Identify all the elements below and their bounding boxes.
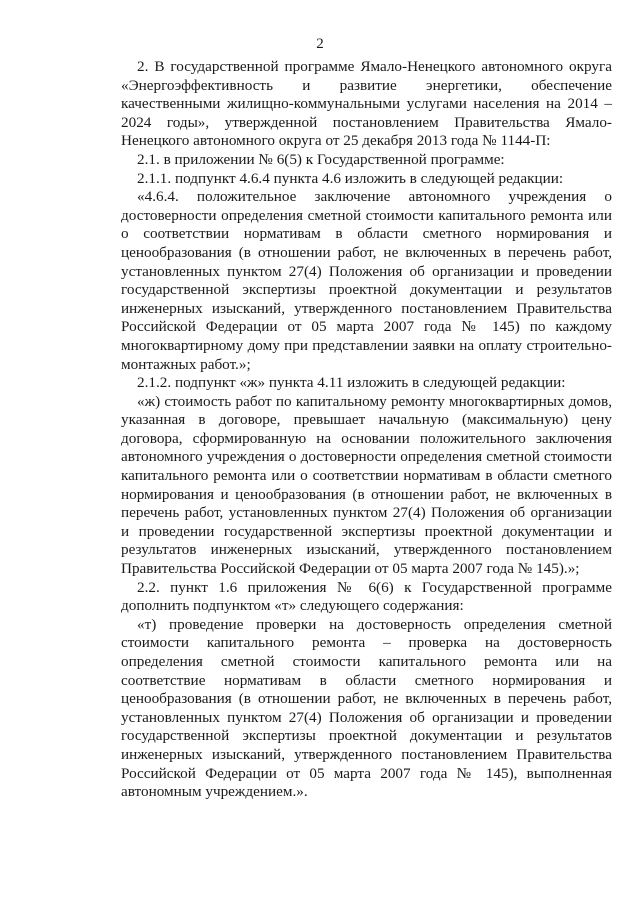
paragraph-subitem-t-text: «т) проведение проверки на достоверность определения сметной стоимости капитального ремонта – проверка на достоверность определения сметной стоимости капитального ремонта или на соответствие нормативам в области сметного нормирования и ценообразования (в отношении работ, не включенных в перечень работ, установленных пунктом 27(4) Положения об организации и проведении государственной экспертизы проектной документации и результатов инженерных изысканий, утвержденного постановлением Правительства Российской Федерации от 05 марта 2007 года № 145), выполненная автономным учреждением.». [121,615,612,801]
paragraph-4-6-4-text: «4.6.4. положительное заключение автономного учреждения о достоверности определения сметной стоимости капитального ремонта или о соответствии нормативам в области сметного нормирования и ценообразования (в отношении работ, не включенных в перечень работ, установленных пунктом 27(4) Положения об организации и проведении государственной экспертизы проектной документации и результатов инженерных изысканий, утвержденного постановлением Правительства Российской Федерации от 05 марта 2007 года № 145) по каждому многоквартирному дому при представлении заявки на оплату строительно-монтажных работ.»; [121,188,612,373]
document-body [121,58,612,802]
paragraph-section-2: 2. В государственной программе Ямало-Ненецкого автономного округа «Энергоэффективность и развитие энергетики, обеспечение качественными жилищно-коммунальными услугами населения на 2014 – 2024 годы», утвержденной постановлением Правительства Ямало-Ненецкого автономного округа от 25 декабря 2013 года № 1144-П: [121,58,612,150]
paragraph-2-1-1: 2.1.1. подпункт 4.6.4 пункта 4.6 изложить в следующей редакции: [137,169,564,187]
paragraph-2-2: 2.2. пункт 1.6 приложения № 6(6) к Государственной программе дополнить подпунктом «т» следующего содержания: [121,578,612,615]
page-number: 2 [316,36,324,52]
paragraph-2-1: 2.1. в приложении № 6(5) к Государственной программе: [137,150,505,168]
paragraph-2-1-2: 2.1.2. подпункт «ж» пункта 4.11 изложить в следующей редакции: [137,374,566,392]
paragraph-subitem-zh-text: «ж) стоимость работ по капитальному ремонту многоквартирных домов, указанная в договоре, превышает начальную (максимальную) цену договора, сформированную на основании положительного заключения автономного учреждения о достоверности определения сметной стоимости капитального ремонта или о соответствии нормативам в области сметного нормирования и ценообразования (в отношении работ, не включенных в перечень работ, установленных пунктом 27(4) Положения об организации и проведении государственной экспертизы проектной документации и результатов инженерных изысканий, утвержденного постановлением Правительства Российской Федерации от 05 марта 2007 года № 145).»; [121,392,612,578]
